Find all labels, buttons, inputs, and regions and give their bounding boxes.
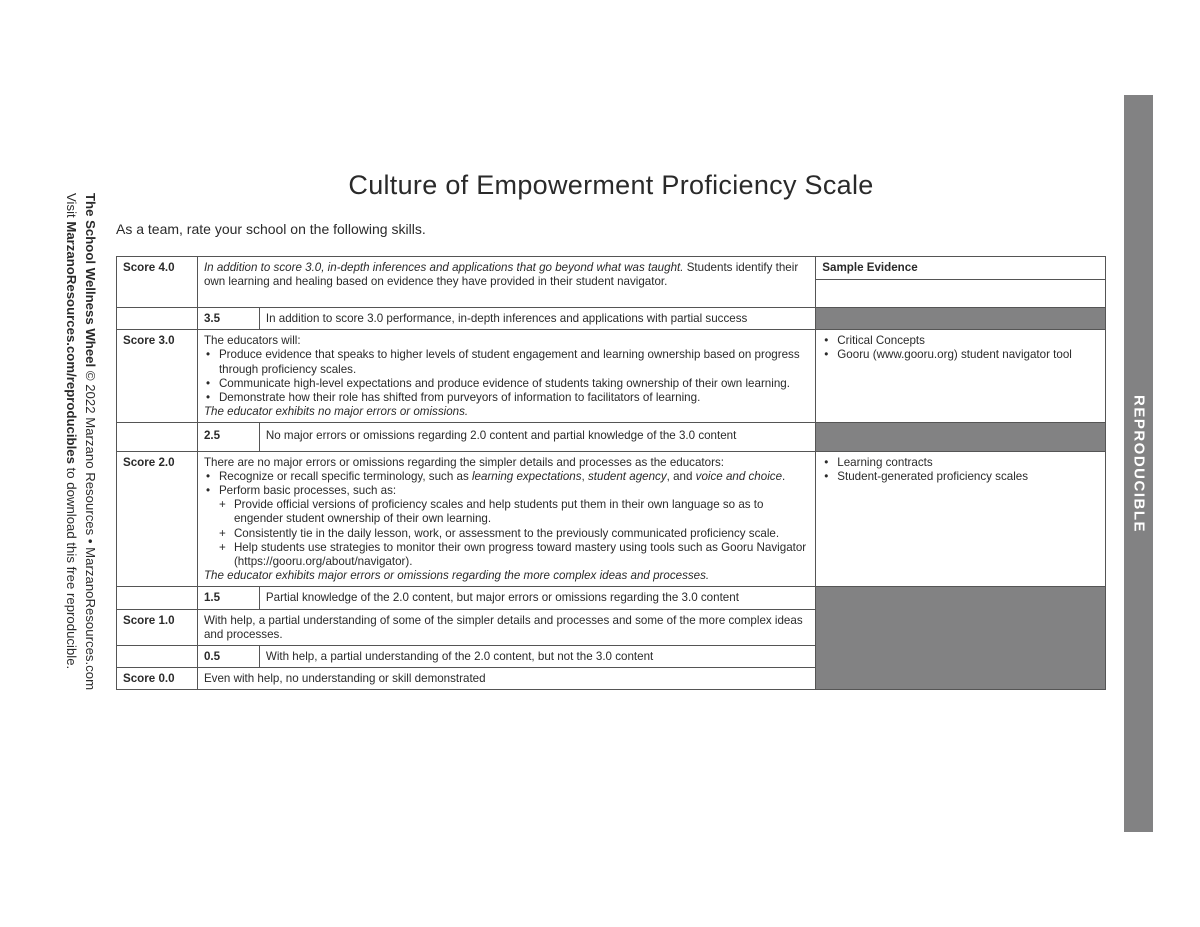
score-4-0-evidence[interactable] xyxy=(816,280,1106,308)
page-title: Culture of Empowerment Proficiency Scale xyxy=(348,170,874,200)
score-1-5-blank xyxy=(117,587,198,609)
list-item: • Produce evidence that speaks to higher levels of student engagement and learning ownership based on progress through proficiency scales. xyxy=(204,348,809,376)
row-score-2-5 xyxy=(117,423,1106,451)
row-score-4-0 xyxy=(117,257,1106,280)
score-0-0-description: Even with help, no understanding or skill demonstrated xyxy=(197,668,815,690)
visit-text: Visit xyxy=(64,193,79,218)
side-credit-line1 xyxy=(81,193,100,733)
score-4-0-text: Students identify their own learning and healing based on evidence they have provided in their student navigator. xyxy=(203,261,799,289)
score-4-0-label: Score 4.0 xyxy=(117,257,198,308)
list-item: • Communicate high-level expectations and produce evidence of students taking ownership of their own learning. xyxy=(204,377,809,391)
evidence-item: • Student-generated proficiency scales xyxy=(822,470,1099,484)
sub-list-item: + Provide official versions of proficiency scales and help students put them in their own language so as to engender student ownership of their own learning. xyxy=(219,498,809,526)
score-4-0-description xyxy=(197,257,815,308)
list-item: • Demonstrate how their role has shifted from purveyors of information to facilitators of learning. xyxy=(204,391,809,405)
page-intro: As a team, rate your school on the following skills. xyxy=(116,221,426,237)
score-1-0-label: Score 1.0 xyxy=(117,609,198,645)
score-4-0-italic: In addition to score 3.0, in-depth inferences and applications that go beyond what was taught. xyxy=(203,261,684,274)
sub-list-item: + Consistently tie in the daily lesson, work, or assessment to the previously communicated proficiency scale. xyxy=(219,527,809,541)
reproducibles-link[interactable]: MarzanoResources.com/reproducibles xyxy=(64,221,79,464)
score-3-5-evidence-shaded xyxy=(816,308,1106,330)
score-3-0-evidence xyxy=(816,330,1106,423)
row-score-3-0 xyxy=(117,330,1106,423)
lower-evidence-shaded xyxy=(816,587,1106,690)
score-0-5-blank xyxy=(117,646,198,668)
evidence-item: • Critical Concepts xyxy=(822,334,1099,348)
score-1-0-description: With help, a partial understanding of some of the simpler details and processes and some of the more complex ideas and processes. xyxy=(197,609,815,645)
score-2-0-sub-bullets xyxy=(204,498,809,569)
download-text: to download this free reproducible. xyxy=(64,467,79,670)
score-0-5-label: 0.5 xyxy=(197,646,259,668)
score-2-0-evidence-list xyxy=(822,456,1099,484)
score-2-0-label: Score 2.0 xyxy=(117,451,198,587)
copyright-text: © 2022 Marzano Resources • MarzanoResources.com xyxy=(83,370,98,691)
score-2-5-blank xyxy=(117,423,198,451)
score-3-0-bullets xyxy=(204,348,809,405)
score-2-0-intro: There are no major errors or omissions regarding the simpler details and processes as the educators: xyxy=(203,455,724,469)
evidence-item: • Gooru (www.gooru.org) student navigator tool xyxy=(822,348,1099,362)
score-3-0-evidence-list xyxy=(822,334,1099,362)
list-item: • Recognize or recall specific terminology, such as learning expectations, student agency, and voice and choice. xyxy=(204,470,809,484)
reproducible-label: REPRODUCIBLE xyxy=(1130,394,1147,533)
score-1-5-description: Partial knowledge of the 2.0 content, but major errors or omissions regarding the 3.0 content xyxy=(259,587,815,609)
sub-list-item: + Help students use strategies to monitor their own progress toward mastery using tools such as Gooru Navigator (https://gooru.org/about/navigator). xyxy=(219,541,809,569)
row-score-1-5 xyxy=(117,587,1106,609)
score-3-5-blank xyxy=(117,308,198,330)
score-3-0-description xyxy=(197,330,815,423)
sample-evidence-header: Sample Evidence xyxy=(816,257,1106,280)
score-3-0-label: Score 3.0 xyxy=(117,330,198,423)
score-3-0-closing: The educator exhibits no major errors or omissions. xyxy=(203,405,469,419)
book-title: The School Wellness Wheel xyxy=(83,193,98,368)
score-3-5-description: In addition to score 3.0 performance, in-depth inferences and applications with partial success xyxy=(259,308,815,330)
evidence-item: • Learning contracts xyxy=(822,456,1099,470)
row-score-2-0 xyxy=(117,451,1106,587)
score-2-5-evidence-shaded xyxy=(816,423,1106,451)
side-credit-line2 xyxy=(62,193,81,733)
proficiency-scale-table xyxy=(116,256,1106,690)
score-2-0-description xyxy=(197,451,815,587)
score-2-5-label: 2.5 xyxy=(197,423,259,451)
score-0-5-description: With help, a partial understanding of the 2.0 content, but not the 3.0 content xyxy=(259,646,815,668)
score-2-0-closing: The educator exhibits major errors or omissions regarding the more complex ideas and processes. xyxy=(203,569,710,583)
score-3-5-label: 3.5 xyxy=(197,308,259,330)
score-1-5-label: 1.5 xyxy=(197,587,259,609)
score-2-5-description: No major errors or omissions regarding 2.0 content and partial knowledge of the 3.0 content xyxy=(259,423,815,451)
list-item: • Perform basic processes, such as: xyxy=(204,484,809,498)
score-2-0-bullets xyxy=(204,470,809,498)
reproducible-bar xyxy=(1124,95,1153,832)
row-score-3-5 xyxy=(117,308,1106,330)
score-0-0-label: Score 0.0 xyxy=(117,668,198,690)
score-2-0-evidence xyxy=(816,451,1106,587)
score-3-0-intro: The educators will: xyxy=(203,334,301,348)
